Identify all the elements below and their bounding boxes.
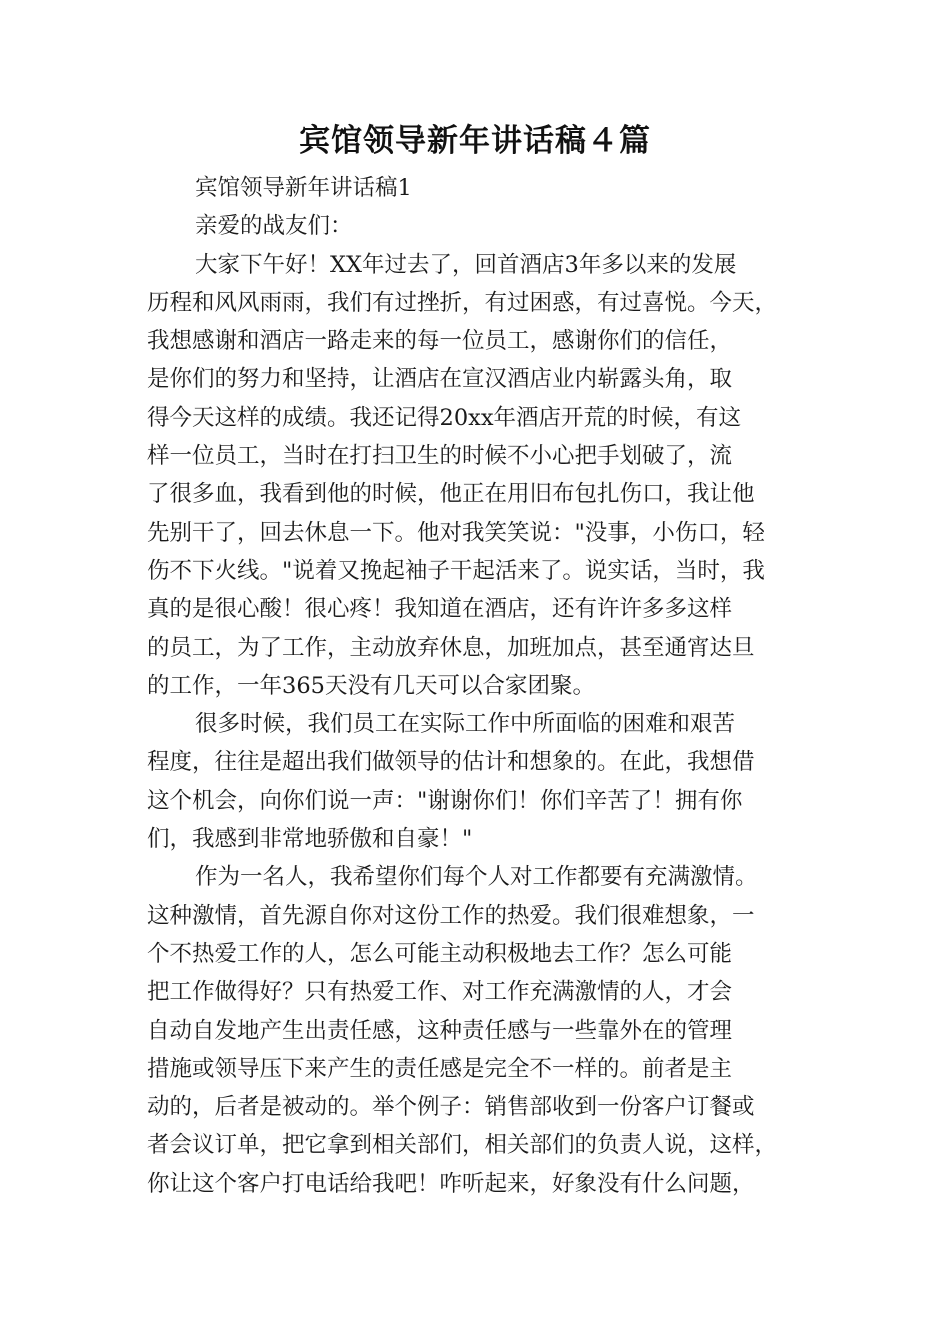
text-line: 个不热爱工作的人，怎么可能主动积极地去工作？怎么可能: [147, 940, 733, 967]
text-line: 得今天这样的成绩。我还记得20xx年酒店开荒的时候，有这: [147, 404, 742, 431]
text-line: 历程和风风雨雨，我们有过挫折，有过困惑，有过喜悦。今天，: [147, 289, 778, 316]
text-line: 你让这个客户打电话给我吧！咋听起来，好象没有什么问题，: [147, 1170, 755, 1197]
text-line: 是你们的努力和坚持，让酒店在宣汉酒店业内崭露头角，取: [147, 366, 733, 393]
text-line: 亲爱的战友们：: [195, 213, 353, 240]
text-line: 自动自发地产生出责任感，这种责任感与一些靠外在的管理: [147, 1017, 733, 1044]
text-line: 动的，后者是被动的。举个例子：销售部收到一份客户订餐或: [147, 1094, 755, 1121]
text-line: 把工作做得好？只有热爱工作、对工作充满激情的人，才会: [147, 979, 733, 1006]
text-line: 的员工，为了工作，主动放弃休息，加班加点，甚至通宵达旦: [147, 634, 755, 661]
text-line: 程度，往往是超出我们做领导的估计和想象的。在此，我想借: [147, 749, 755, 776]
text-line: 大家下午好！XX年过去了，回首酒店3年多以来的发展: [195, 251, 737, 278]
text-line: 宾馆领导新年讲话稿1: [195, 175, 412, 201]
text-line: 者会议订单，把它拿到相关部们，相关部们的负责人说，这样，: [147, 1132, 778, 1159]
text-line: 先别干了，回去休息一下。他对我笑笑说："没事，小伤口，轻: [147, 519, 765, 546]
text-line: 措施或领导压下来产生的责任感是完全不一样的。前者是主: [147, 1055, 733, 1082]
text-line: 作为一名人，我希望你们每个人对工作都要有充满激情。: [195, 864, 758, 891]
text-line: 们，我感到非常地骄傲和自豪！": [147, 826, 473, 853]
text-line: 这种激情，首先源自你对这份工作的热爱。我们很难想象，一: [147, 902, 755, 929]
text-line: 很多时候，我们员工在实际工作中所面临的困难和艰苦: [195, 711, 736, 738]
text-line: 了很多血，我看到他的时候，他正在用旧布包扎伤口，我让他: [147, 481, 755, 508]
text-line: 真的是很心酸！很心疼！我知道在酒店，还有许许多多这样: [147, 596, 733, 623]
text-line: 伤不下火线。"说着又挽起袖子干起活来了。说实话，当时，我: [147, 557, 765, 584]
text-line: 样一位员工，当时在打扫卫生的时候不小心把手划破了，流: [147, 443, 733, 470]
text-line: 我想感谢和酒店一路走来的每一位员工，感谢你们的信任，: [147, 328, 733, 355]
text-line: 这个机会，向你们说一声："谢谢你们！你们辛苦了！拥有你: [147, 787, 743, 814]
text-line: 的工作，一年365天没有几天可以合家团聚。: [147, 672, 595, 699]
document-title: 宾馆领导新年讲话稿４篇: [299, 123, 651, 159]
document-body: [147, 169, 812, 1203]
